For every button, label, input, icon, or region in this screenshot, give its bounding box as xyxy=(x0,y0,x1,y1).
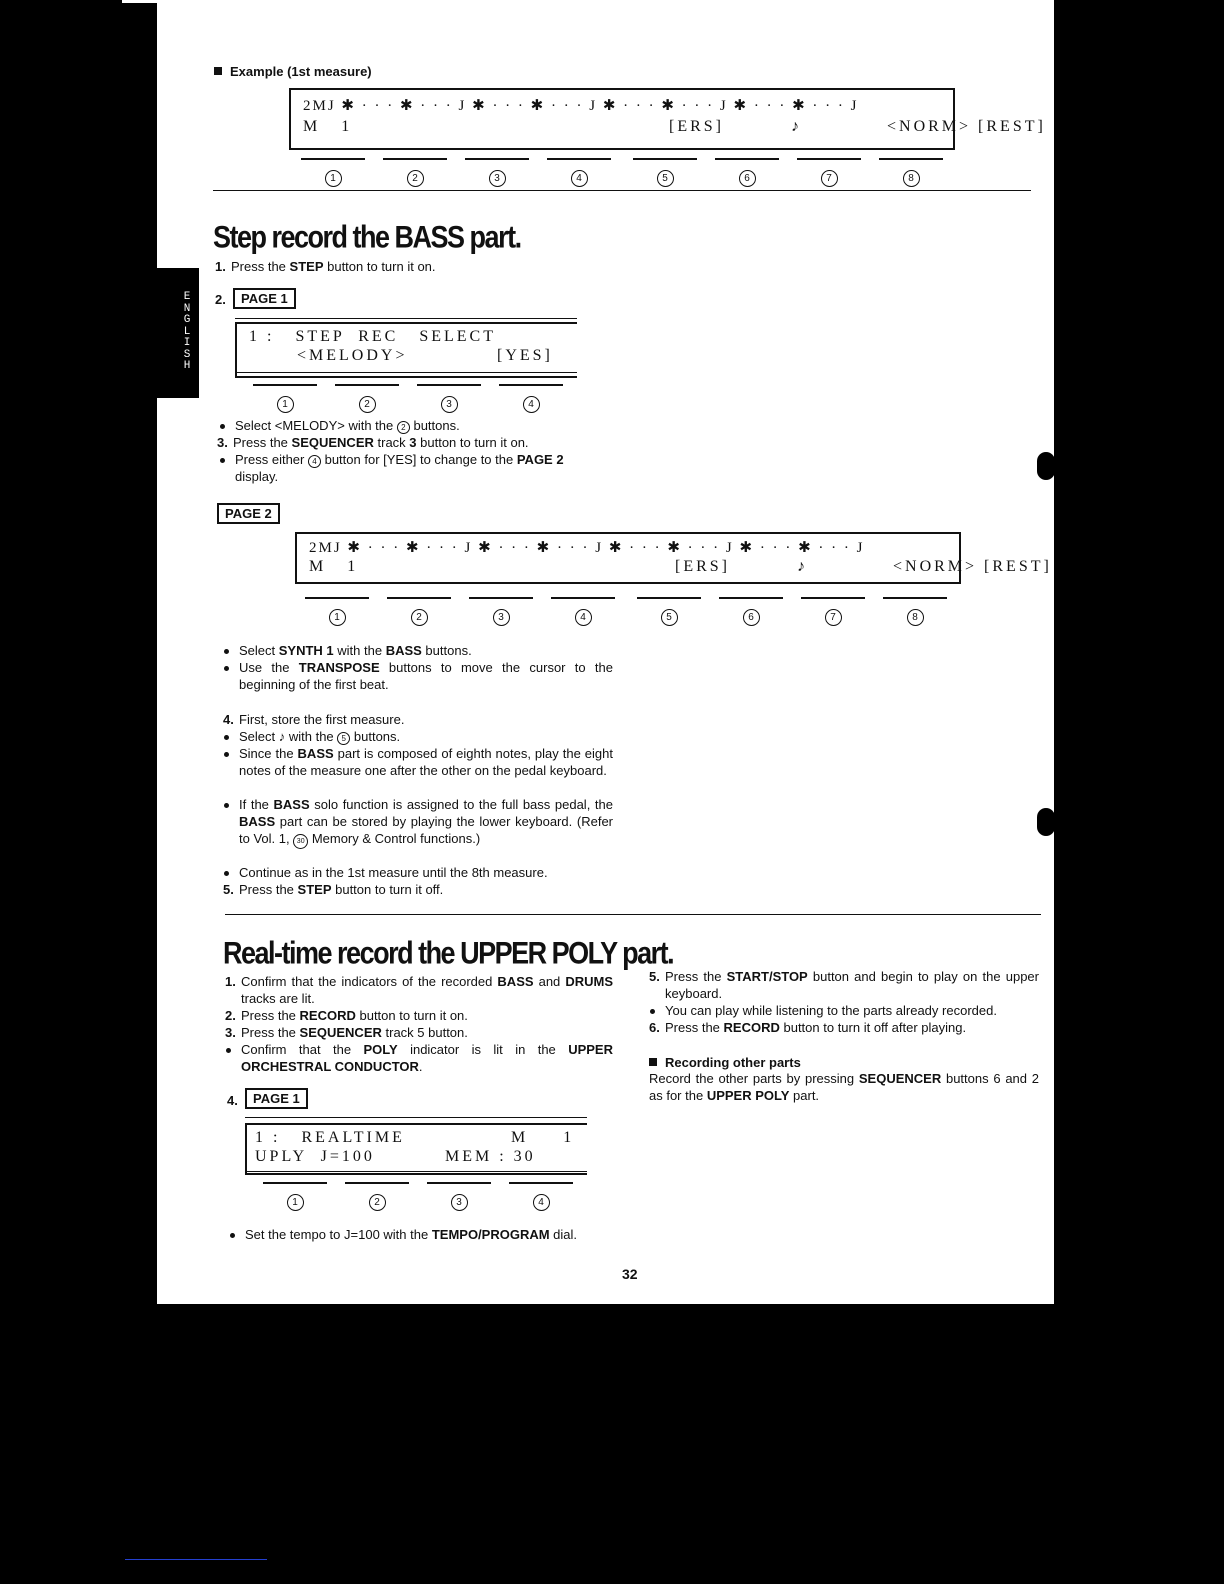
lcd-page2-ers: [ERS] xyxy=(675,558,730,575)
bullet-transpose: Use the TRANSPOSE buttons to move the cursor to the beginning of the first beat. xyxy=(223,659,613,693)
lcd-line-2-left: M 1 xyxy=(303,118,353,135)
lcd-button-1[interactable]: 1 xyxy=(301,158,365,187)
step-5: 5. Press the STEP button to turn it off. xyxy=(223,882,444,897)
rt-button-4[interactable]: 4 xyxy=(509,1182,573,1211)
lcd-button-3[interactable]: 3 xyxy=(465,158,529,187)
lcd-display-realtime xyxy=(245,1123,587,1175)
quarter-note-icon: J xyxy=(344,1227,351,1242)
lcd-page1-line-1: 1 : STEP REC SELECT xyxy=(249,328,496,345)
page-1-label: PAGE 1 xyxy=(233,288,296,309)
page2-button-8[interactable]: 8 xyxy=(883,597,947,626)
rt-step-2: 2. Press the RECORD button to turn it on. xyxy=(225,1008,468,1023)
bullet-icon xyxy=(224,649,229,654)
lcd-rt-mem: MEM : 30 xyxy=(445,1148,536,1165)
bullet-since: Since the BASS part is composed of eighth notes, play the eight notes of the measure one after the other on the pedal keyboard. xyxy=(223,745,613,779)
bullet-icon xyxy=(650,1009,655,1014)
page2-button-5[interactable]: 5 xyxy=(637,597,701,626)
page1-button-3[interactable]: 3 xyxy=(417,384,481,413)
lcd-eighth-note: ♪ xyxy=(791,118,802,135)
lcd-page2-norm-rest: <NORM> [REST] xyxy=(893,558,1052,575)
bullet-icon xyxy=(220,424,225,429)
bullet-icon xyxy=(226,1048,231,1053)
page-2-label: PAGE 2 xyxy=(217,503,280,524)
recording-other-parts-heading: Recording other parts xyxy=(649,1054,801,1071)
rt-page-1-label: PAGE 1 xyxy=(245,1088,308,1109)
rt-bullet-tempo: Set the tempo to J=100 with the TEMPO/PROGRAM dial. xyxy=(229,1226,649,1243)
bullet-select-eighth: Select ♪ with the 5 buttons. xyxy=(223,728,613,745)
bullet-continue: Continue as in the 1st measure until the 8th measure. xyxy=(223,864,613,881)
section-title-real-time: Real-time record the UPPER POLY part. xyxy=(223,936,674,971)
lcd-button-7[interactable]: 7 xyxy=(797,158,861,187)
page1-button-4[interactable]: 4 xyxy=(499,384,563,413)
rt-bullet-confirm: Confirm that the POLY indicator is lit in the UPPER ORCHESTRAL CONDUCTOR. xyxy=(225,1041,613,1075)
lcd-bottom-line xyxy=(235,372,577,373)
lcd-rt-line-1: 1 : REALTIME xyxy=(255,1129,405,1146)
manual-page: Example (1st measure) 2MJ ✱ · · · ✱ · · · J ✱ · · · ✱ · · · J ✱ · · · ✱ · · · J ✱ · · · ✱ · · · J M 1 [ERS] ♪ <NORM> [REST] 1 2 3 4 5 6 7 8 Step record the BASS part. 1. Press the STEP button to turn it on. 2. PAGE 1 1 : STEP REC SELECT <MELODY> [YES] 1 2 3 4 Select <MELODY> with the 2 buttons. 3. Press the SEQUENCER track 3 button to turn it on. Press either 4 button for [YES] to change to the PAGE 2 display. PAGE 2 2MJ ✱ · · · ✱ · · · J ✱ · · · ✱ · · · J ✱ · · · ✱ · · · J ✱ · · · ✱ · · · J M 1 [ERS] ♪ <NORM> [REST] 1 2 3 4 5 6 7 8 Select SYNTH 1 with the BASS buttons. Use the TRANSPOSE buttons to move the cursor to the beginning of the first beat. 4. First, store the first measure. Select ♪ with the 5 buttons. Since the BASS part is composed of eighth notes, play the eight notes of the measure one after the other on the pedal keyboard. If the BASS solo function is assigned to the full bass pedal, the BASS part can be stored by playing the lower keyboard. (Refer to Vol. 1, 30 Memory & Control functions.) Continue as in the 1st measure until the 8th measure. 5. Press the STEP button to turn it off. Real-time record the UPPER POLY part. 1. Confirm that the indicators of the recorded BASS and DRUMS tracks are lit. 2. Press the RECORD button to turn it on. 3. Press the SEQUENCER track 5 button. Confirm that the POLY indicator is lit in the UPPER ORCHESTRAL CONDUCTOR. 4. PAGE 1 1 : REALTIME M 1 UPLY J=100 MEM : 30 1 2 3 4 Set the tempo to J=100 with the TEMPO/PROGRAM dial. 5. Press the START/STOP button and begin to play on the upper keyboard. You can play while listening to the parts already recorded. 6. Press the RECORD button to turn it off after playing. Recording other parts Record the other parts by pressing SEQUENCER buttons 6 and 2 as for the UPPER POLY part. xyxy=(157,0,1054,1304)
lcd-button-4[interactable]: 4 xyxy=(547,158,611,187)
lcd-display-page1 xyxy=(235,322,577,378)
lcd-rt-line-2: UPLY J=100 xyxy=(255,1148,375,1165)
lcd-bottom-line xyxy=(245,1171,587,1172)
square-bullet-icon xyxy=(214,67,222,75)
page1-button-1[interactable]: 1 xyxy=(253,384,317,413)
lcd-page1-line-2: <MELODY> xyxy=(297,347,408,364)
page2-button-7[interactable]: 7 xyxy=(801,597,865,626)
rt-button-2[interactable]: 2 xyxy=(345,1182,409,1211)
example-heading: Example (1st measure) xyxy=(214,63,372,80)
page2-button-4[interactable]: 4 xyxy=(551,597,615,626)
recording-other-parts-text: Record the other parts by pressing SEQUENCER buttons 6 and 2 as for the UPPER POLY part. xyxy=(649,1071,1039,1103)
section-title-step-record: Step record the BASS part. xyxy=(213,220,521,255)
rt-step-6: 6. Press the RECORD button to turn it off after playing. xyxy=(649,1020,967,1035)
bullet-icon xyxy=(230,1233,235,1238)
page1-button-2[interactable]: 2 xyxy=(335,384,399,413)
section-divider xyxy=(225,914,1041,915)
step-1: 1. Press the STEP button to turn it on. xyxy=(215,259,436,274)
step-3: 3. Press the SEQUENCER track 3 button to turn it on. xyxy=(217,435,529,450)
lcd-button-5[interactable]: 5 xyxy=(633,158,697,187)
lcd-page2-line-1: 2MJ ✱ · · · ✱ · · · J ✱ · · · ✱ · · · J ✱ · · · ✱ · · · J ✱ · · · ✱ · · · J xyxy=(309,540,865,556)
bullet-select-melody: Select <MELODY> with the 2 buttons. xyxy=(219,417,619,434)
lcd-display-page2 xyxy=(295,532,1052,584)
language-side-tab xyxy=(157,268,199,398)
lcd-display-example xyxy=(289,88,1046,150)
binder-hole xyxy=(1037,452,1055,480)
step-4: 4. First, store the first measure. xyxy=(223,712,405,727)
lcd-norm-rest: <NORM> [REST] xyxy=(887,118,1046,135)
square-bullet-icon xyxy=(649,1058,657,1066)
rt-step-1: 1. Confirm that the indicators of the recorded BASS and DRUMS tracks are lit. xyxy=(225,974,613,1006)
lcd-ers: [ERS] xyxy=(669,118,724,135)
rt-step-5: 5. Press the START/STOP button and begin to play on the upper keyboard. xyxy=(649,969,1039,1001)
rt-button-3[interactable]: 3 xyxy=(427,1182,491,1211)
page-number: 32 xyxy=(622,1266,638,1282)
eighth-note-icon: ♪ xyxy=(278,729,286,744)
bullet-select-synth: Select SYNTH 1 with the BASS buttons. xyxy=(223,642,613,659)
language-tab-label: ENGLISH xyxy=(183,291,191,372)
lcd-line-1: 2MJ ✱ · · · ✱ · · · J ✱ · · · ✱ · · · J ✱ · · · ✱ · · · J ✱ · · · ✱ · · · J xyxy=(303,98,859,114)
page2-button-3[interactable]: 3 xyxy=(469,597,533,626)
lcd-button-2[interactable]: 2 xyxy=(383,158,447,187)
page2-button-1[interactable]: 1 xyxy=(305,597,369,626)
lcd-button-8[interactable]: 8 xyxy=(879,158,943,187)
lcd-button-6[interactable]: 6 xyxy=(715,158,779,187)
page2-button-6[interactable]: 6 xyxy=(719,597,783,626)
lcd-page2-eighth-note: ♪ xyxy=(797,558,808,575)
bullet-press-either: Press either 4 button for [YES] to change to the PAGE 2 display. xyxy=(219,451,619,485)
lcd-top-line xyxy=(245,1117,587,1118)
bullet-icon xyxy=(224,735,229,740)
section-divider xyxy=(213,190,1031,191)
bullet-icon xyxy=(224,803,229,808)
rt-button-1[interactable]: 1 xyxy=(263,1182,327,1211)
lcd-top-line xyxy=(235,318,577,319)
rt-step-3: 3. Press the SEQUENCER track 5 button. xyxy=(225,1025,468,1040)
binder-hole xyxy=(1037,808,1055,836)
lcd-rt-measure: M 1 xyxy=(511,1129,575,1146)
lcd-page1-yes: [YES] xyxy=(497,347,553,364)
rt-bullet-you-can: You can play while listening to the parts already recorded. xyxy=(649,1002,1041,1019)
lcd-page2-line-2-left: M 1 xyxy=(309,558,359,575)
page2-button-2[interactable]: 2 xyxy=(387,597,451,626)
bottom-blue-line xyxy=(125,1559,267,1560)
bullet-icon xyxy=(224,871,229,876)
bullet-if-the: If the BASS solo function is assigned to the full bass pedal, the BASS part can be stored by playing the lower keyboard. (Refer to Vol. 1, 30 Memory & Control functions.) xyxy=(223,796,613,849)
bullet-icon xyxy=(224,666,229,671)
bullet-icon xyxy=(220,458,225,463)
bullet-icon xyxy=(224,752,229,757)
